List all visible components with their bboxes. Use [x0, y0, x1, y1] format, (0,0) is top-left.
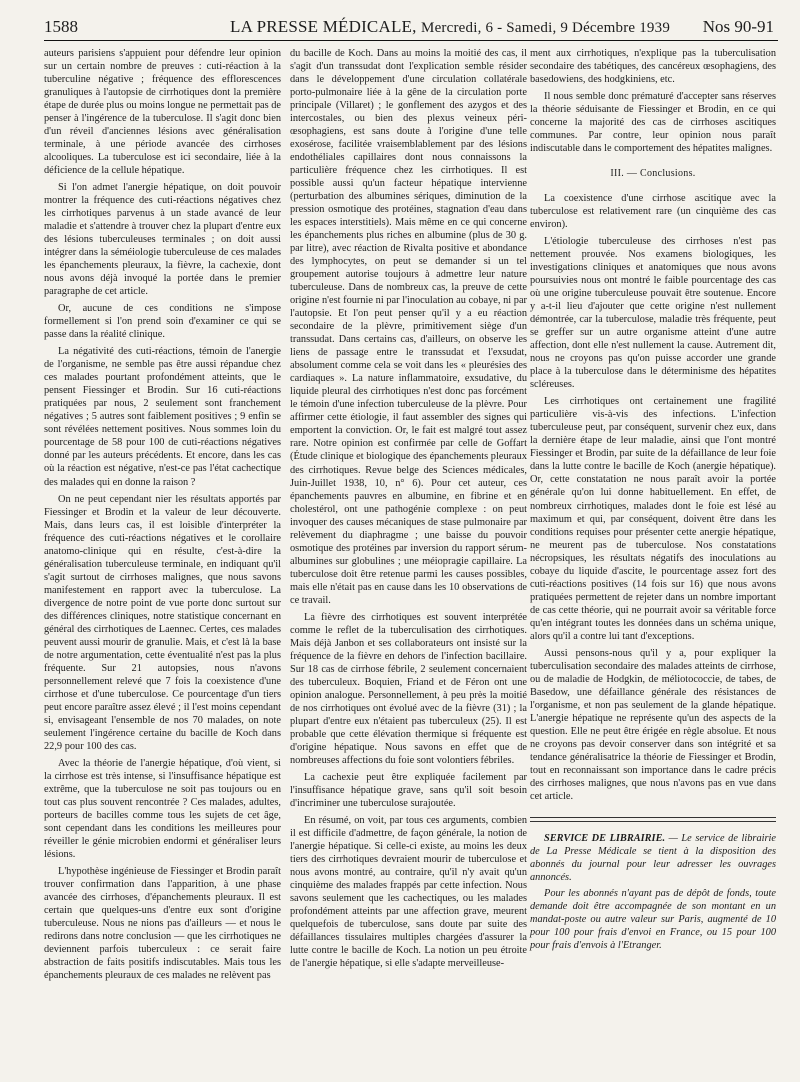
paragraph: Avec la théorie de l'anergie hépatique, d'où vient, si la cirrhose est très intense, si l'insuffisance hépatique est extrême, que la tuberculose ne soit pas toujours ou en tout cas plus souvent rencontrée ? Ces malades, adultes, porteurs de bacilles comme tous les sujets de cet âge, sont cependant dans les conditions les meilleures pour réveiller le génie microbien endormi et généraliser leurs lésions.: [44, 757, 281, 860]
header-rule: [44, 40, 778, 41]
library-notice: [530, 832, 776, 952]
page-number: 1588: [44, 17, 78, 36]
paragraph: La coexistence d'une cirrhose ascitique avec la tuberculose est relativement rare (un cinquième des cas environ).: [530, 193, 776, 231]
paragraph: Il nous semble donc prématuré d'accepter sans réserves la théorie séduisante de Fiessinger et Brodin, en ce qui concerne la majorité des cas de cirrhoses ascitiques communes. Par contre, leur opinion nous paraît indiscutable dans le comportement des hépatites malignes.: [530, 91, 776, 155]
library-notice-paragraph: Pour les abonnés n'ayant pas de dépôt de fonds, toute demande doit être accompagnée de son montant en un mandat-poste ou autre valeur sur Paris, augmenté de 10 pour 100 pour frais d'envoi en France, ou 15 pour 100 pour frais d'envois à l'Etranger.: [530, 887, 776, 951]
journal-name: LA PRESSE MÉDICALE,: [230, 17, 417, 36]
text-column-2: [290, 47, 527, 970]
running-title: [230, 17, 670, 37]
paragraph: Aussi pensons-nous qu'il y a, pour expliquer la tuberculisation secondaire des malades atteints de cirrhose, ou de maladie de Hodgkin, de méliotococcie, de tabes, de Basedow, une défaillance générale des résistances de l'organisme, et non pas seulement de la glande hépatique. L'anergie hépatique ne représente qu'un des aspects de la question. Elle ne peut être érigée en règle absolue. Et nous ne croyons pas devoir conserver dans son intégrité et sa tendance généralisatrice la théorie de Fiessinger et Brodin, tout en reconnaissant son importance dans le cadre précis des cirrhoses malignes, que nous n'avons pas en vue dans cet article.: [530, 647, 776, 802]
paragraph: L'étiologie tuberculeuse des cirrhoses n'est pas nettement prouvée. Nos examens biologiques, les investigations cliniques et anatomiques que nous avons poursuivies nous ont montré le faible pourcentage des cas où une origine tuberculeuse pouvait être soutenue. Encore y a-t-il lieu d'ajouter que cette origine n'est nullement démontrée, car la tuberculose, maladie très fréquente, peut se greffer sur un autre organisme atteint d'une autre affection, dont elle n'est nullement la cause. Autrement dit, nous ne croyons pas qu'on puisse accorder une grande place à la tuberculose dans le déterminisme des hépatites scléreuses.: [530, 236, 776, 391]
library-notice-text: — Le service de librairie de La Presse Médicale se tient à la disposition des abonnés du journal pour leur adresser les ouvrages annoncés.: [530, 832, 776, 883]
paragraph: L'hypothèse ingénieuse de Fiessinger et Brodin paraît trouver confirmation dans l'apparition, à une phase avancée des cirrhoses, d'épanchements pleuraux. Il est certain que quelques-uns d'entre eux sont d'origine tuberculeuse. Nous ne nions pas d'ailleurs — et nous le redirons dans notre conclusion — que les cirrhotiques ne deviennent parfois tuberculeux : ce serait faire abstraction de faits positifs indiscutables. Mais tous les épanchements pleuraux de ces malades ne relèvent pas: [44, 865, 281, 982]
paragraph: En résumé, on voit, par tous ces arguments, combien il est difficile d'admettre, de façon générale, la notion de l'anergie hépatique. Si celle-ci existe, au moins les deux tiers des cirrhotiques devraient mourir de tuberculose et nous avons montré, au contraire, qu'il n'y avait qu'un cinquième des malades frappés par cette infection. Nous savons seulement que les cachectiques, ou les malades profondément atteints par une affection grave, meurent quelquefois de tuberculose, sans doute par suite des défaillances tissulaires multiples chargées d'assurer la lutte contre le bacille de Koch. La notion un peu étroite de l'anergie hépatique, si elle s'adapte merveilleuse-: [290, 814, 527, 970]
library-notice-title: SERVICE DE LIBRAIRIE.: [544, 832, 666, 844]
paragraph: Or, aucune de ces conditions ne s'impose formellement si l'on prend soin d'examiner ce qui se passe dans la réalité clinique.: [44, 303, 281, 341]
paragraph: Si l'on admet l'anergie hépatique, on doit pouvoir montrer la fréquence des cuti-réactions négatives chez les cirrhotiques parvenus à un stade avancé de leur maladie et s'attendre à trouver chez la plupart d'entre eux des lésions tuberculeuses terminales ; on doit aussi intégrer dans la séméiologie tuberculeuse de ces malades les épanchements pleuraux, la fièvre, la cachexie, dont nous avons déjà invoqué la portée dans le premier paragraphe de cet article.: [44, 182, 281, 298]
library-notice-paragraph: [530, 832, 776, 884]
paragraph: La cachexie peut être expliquée facilement par l'insuffisance hépatique grave, sans qu'il soit besoin d'incriminer une tuberculose surajoutée.: [290, 771, 527, 809]
divider-rule: [530, 821, 776, 822]
section-heading: III. — Conclusions.: [610, 168, 696, 180]
paragraph: La fièvre des cirrhotiques est souvent interprétée comme le reflet de la tuberculisation des cirrhotiques. Mais déjà Janbon et ses collaborateurs ont insisté sur la fréquence de la fièvre en dehors de l'infection bacillaire. Sur 18 cas de cirrhose fébrile, 2 seulement concernaient des tuberculeux. Boquien, Friand et de Féron ont une opinion analogue. Personnellement, à peu près la moitié de nos cirrhotiques ont évolué avec de la fièvre (31) ; la plupart d'entre eux n'étaient pas tuberculeux (25). Il est probable que cette élévation thermique si fréquente est d'origine hépatique. Nous savons en effet que de nombreuses affections du foie sont volontiers fébriles.: [290, 611, 527, 766]
paragraph: ment aux cirrhotiques, n'explique pas la tuberculisation secondaire des tabétiques, des cancéreux œsophagiens, des basedowiens, des hodgkiniens, etc.: [530, 48, 776, 86]
paragraph: La négativité des cuti-réactions, témoin de l'anergie de l'organisme, ne semble pas être aussi répandue chez ces malades pourtant profondément atteints, que le pensent Fiessinger et Brodin. Sur 16 cuti-réactions pratiquées par nous, 2 seulement sont franchement négatives ; 5 autres sont faiblement positives ; 9 enfin se sont révélées nettement positives. Nous sommes loin du pourcentage de 58 pour 100 de cuti-réactions négatives donné par les auteurs précédents. Et encore, dans les cas où la réaction est négative, n'est-ce pas l'état cachectique des malades qui en donne la raison ?: [44, 346, 281, 488]
paragraph: auteurs parisiens s'appuient pour défendre leur opinion sur un certain nombre de preuves : cuti-réaction à la tuberculine négative ; fréquence des efflorescences granuliques à l'autopsie de cirrhotiques dont la première étape de durée plus ou moins longue ne permettait pas de penser à l'ingérence de la tuberculose. Il s'agit donc bien d'un réveil d'anciennes lésions avec généralisation terminale, à une période avancée des cirrhoses alcooliques. La tuberculose est ici secondaire, liée à la déficience de la cellule hépatique.: [44, 48, 281, 177]
issue-numbers: Nos 90-91: [702, 17, 774, 36]
divider-rule: [530, 817, 776, 818]
paragraph: Les cirrhotiques ont certainement une fragilité particulière vis-à-vis des infections. L'infection tuberculeuse peut, par conséquent, survenir chez eux, dans la dernière étape de leur maladie, ainsi que l'ont montré Fiessinger et Brodin, par suite de la défaillance de leur foie dans la lutte contre le bacille de Koch (anergie hépatique). Or, cette constatation ne nous paraît avoir la portée générale qu'on lui donne habituellement. En effet, de nombreux cirrhotiques, malades dont le foie est lésé au maximum et qui, par conséquent, doivent être dans les conditions requises pour présenter cette anergie hépatique, ne meurent pas de tuberculose. Nos constatations nécropsiques, les résultats négatifs des inoculations au cobaye du liquide d'ascite, le pourcentage assez fort des cuti-réactions positives (14 fois sur 16) que nous avons pratiquées permettent de rejeter dans un nombre important de cas cette théorie, qui ne pourrait avoir sa véritable force qu'en intégrant toutes les données dans un schéma unique, alors qu'il a contre lui tant d'exceptions.: [530, 396, 776, 642]
text-column-3: [530, 47, 776, 952]
paragraph: du bacille de Koch. Dans au moins la moitié des cas, il s'agit d'un transsudat dont l'explication semble résider dans le développement d'une circulation collatérale porto-pulmonaire liée à la gêne de la circulation porte principale (Villaret) ; le gonflement des azygos et des intercostales, ou bien des plexus veineux péri-œsophagiens, est sans doute à l'origine d'une telle exosérose, facilitée vraisemblablement par des lésions endothéliales capillaires dont nous connaissons la particulière fréquence chez les cirrhotiques. Il est possible aussi qu'un facteur hépatique intervienne (perturbation des albumines sériques, diminution de la pression osmotique des protéines, stagnation d'eau dans les espaces interstitiels). Mais même en ce qui concerne les épanchements plus riches en albumine (plus de 30 g. par litre), avec réaction de Rivalta positive et abondance des lymphocytes, on peut se demander si un tel groupement autorise toujours à admettre leur nature tuberculeuse. Dans de nombreux cas, la preuve de cette origine n'est fournie ni par l'inoculation au cobaye, ni par l'autopsie. Et l'on peut penser qu'il y a eu réaction secondaire de la plèvre, primitivement siège d'un transsudat. Dans certains cas, d'ailleurs, on observe les liens de passage entre le transsudat et l'exsudat, absolument comme cela se voit dans les « pleurésies des cardiaques ». La nature inflammatoire, exsudative, du liquide pleural des cirrhotiques n'est donc pas forcément le témoin d'une infection tuberculeuse de la plèvre. Pour affirmer cette étiologie, il faut assembler des signes qui emportent la conviction. Or, le fait est malgré tout assez rare. Notre opinion est confirmée par celle de Goffart (Étude clinique et biologique des épanchements pleuraux des cirrhotiques. Revue belge des Sciences médicales, Juin-Juillet 1938, 10, n° 6). Pour cet auteur, ces épanchements pauvres en albumine, en fibrine et en cholestérol, ont une pathogénie complexe : on peut invoquer des causes mécaniques de stase pulmonaire par relèvement du diaphragme ; une baisse du pouvoir osmotique des protéines par inversion du rapport sérum-albumines sur globulines ; une méiopragie capillaire. La tuberculose doit être retenue parmi les causes possibles, mais elle n'était pas en cause dans les 10 observations de ce travail.: [290, 48, 527, 606]
text-column-1: [44, 47, 281, 982]
issue-date: Mercredi, 6 - Samedi, 9 Décembre 1939: [421, 20, 671, 36]
paragraph: On ne peut cependant nier les résultats apportés par Fiessinger et Brodin et la valeur de leur découverte. Mais, dans leurs cas, il est loisible d'interpréter la fréquence des cuti-réactions négatives et le corollaire anatomo-clinique qui en résulte, c'est-à-dire la généralisation tuberculeuse terminale, en indiquant qu'il s'agit surtout de cirrhoses malignes, que nous savons manifestement en rapport avec la tuberculose. La divergence de notre point de vue porte donc surtout sur des différences cliniques, notre statistique concernant en général des cirrhotiques de Laennec. Certes, ces malades peuvent aussi mourir de granulie. Mais, et c'est là la base de notre argumentation, cette éventualité n'est pas la plus fréquente. Sur 21 autopsies, nous n'avons personnellement relevé que 7 fois la coexistence d'une cirrhose et d'une tuberculose. Ce pourcentage d'un tiers peut encore paraître assez élevé ; il l'est moins cependant si, envisageant l'ensemble de nos 70 malades, on note seulement l'ingérence certaine du bacille de Koch dans 22,9 pour 100 des cas.: [44, 493, 281, 752]
page-header: [44, 17, 774, 37]
